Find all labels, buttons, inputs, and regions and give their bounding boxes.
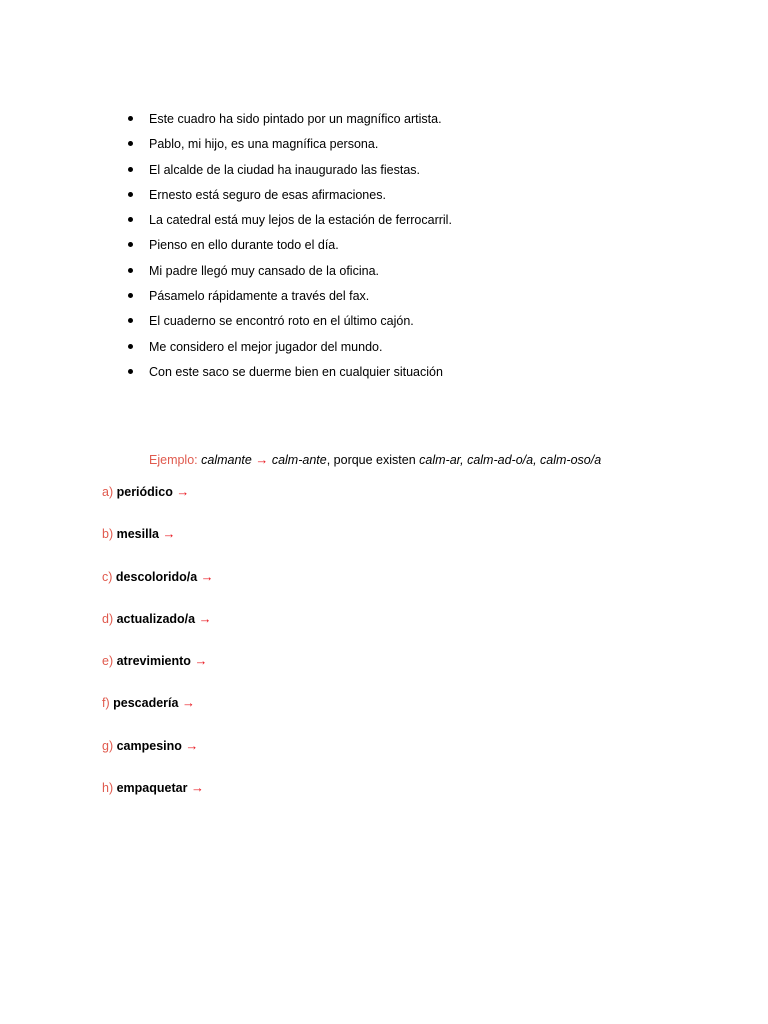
arrow-right-icon: → — [185, 737, 199, 753]
sentence-item — [128, 287, 452, 312]
sentence-item — [128, 312, 452, 337]
sentence-text: Pienso en ello durante todo el día. — [149, 238, 339, 253]
bullet-icon — [128, 293, 133, 298]
exercise-word: periódico — [116, 485, 173, 499]
sentence-item — [128, 262, 452, 287]
bullet-icon — [128, 167, 133, 172]
bullet-icon — [128, 141, 133, 146]
exercise-letter: e) — [102, 654, 114, 669]
sentence-text: Me considero el mejor jugador del mundo. — [149, 339, 383, 354]
arrow-right-icon: → — [198, 610, 212, 626]
sentence-item — [128, 161, 452, 186]
exercise-letter: h) — [102, 781, 114, 796]
exercise-word: descolorido/a — [115, 569, 198, 584]
exercise-word: campesino — [116, 738, 182, 753]
exercise-item — [102, 737, 214, 779]
arrow-right-icon: → — [194, 653, 208, 669]
sentence-item — [128, 338, 452, 363]
exercise-word: pescadería — [113, 696, 179, 711]
exercise-letter: d) — [102, 611, 114, 626]
sentence-text: Pásamelo rápidamente a través del fax. — [149, 289, 370, 304]
exercise-word: mesilla — [116, 527, 159, 542]
example-word: calmante — [201, 453, 252, 467]
arrow-right-icon: → — [176, 484, 190, 499]
bullet-icon — [128, 116, 133, 121]
exercise-item — [102, 568, 214, 610]
sentence-text: Mi padre llegó muy cansado de la oficina. — [149, 263, 379, 278]
exercise-word: actualizado/a — [116, 611, 196, 626]
bullet-icon — [128, 192, 133, 197]
bullet-icon — [128, 242, 133, 247]
sentence-text: Ernesto está seguro de esas afirmaciones. — [149, 187, 386, 202]
bullet-icon — [128, 268, 133, 273]
sentence-text: Con este saco se duerme bien en cualquier situación — [149, 364, 443, 379]
bullet-icon — [128, 217, 133, 222]
sentence-item — [128, 110, 452, 135]
exercise-letter: c) — [102, 569, 113, 584]
exercise-item — [102, 694, 214, 736]
example-derivations: calm-ar, calm-ad-o/a, calm-oso/a — [419, 453, 602, 467]
exercise-item — [102, 779, 214, 821]
arrow-right-icon: → — [200, 568, 214, 584]
example-line — [149, 451, 601, 469]
exercise-item — [102, 610, 214, 652]
exercise-item — [102, 525, 214, 567]
exercise-letter: f) — [102, 696, 110, 711]
arrow-right-icon: → — [255, 452, 269, 467]
exercise-letter: a) — [102, 485, 114, 499]
sentence-text: La catedral está muy lejos de la estación de ferrocarril. — [149, 213, 452, 228]
example-connector: , porque existen — [326, 453, 416, 467]
sentence-text: Pablo, mi hijo, es una magnífica persona. — [149, 137, 379, 152]
exercise-letter: g) — [102, 738, 114, 753]
sentence-text: Este cuadro ha sido pintado por un magnífico artista. — [149, 112, 442, 126]
exercise-item — [102, 483, 214, 525]
example-result: calm-ante — [271, 453, 327, 467]
sentence-item — [128, 186, 452, 211]
sentence-item — [128, 363, 452, 388]
arrow-right-icon: → — [190, 780, 204, 796]
bullet-icon — [128, 369, 133, 374]
exercise-word: empaquetar — [116, 781, 188, 796]
bullet-icon — [128, 318, 133, 323]
sentence-list — [128, 110, 452, 388]
exercise-item — [102, 652, 214, 694]
example-label: Ejemplo: — [149, 453, 198, 467]
sentence-item — [128, 236, 452, 261]
sentence-text: El alcalde de la ciudad ha inaugurado las fiestas. — [149, 162, 421, 177]
exercise-list — [102, 483, 214, 821]
arrow-right-icon: → — [181, 695, 195, 711]
sentence-item — [128, 211, 452, 236]
exercise-word: atrevimiento — [116, 654, 191, 669]
sentence-item — [128, 135, 452, 160]
bullet-icon — [128, 344, 133, 349]
exercise-letter: b) — [102, 527, 114, 542]
arrow-right-icon: → — [162, 526, 176, 542]
sentence-text: El cuaderno se encontró roto en el último cajón. — [149, 314, 414, 329]
